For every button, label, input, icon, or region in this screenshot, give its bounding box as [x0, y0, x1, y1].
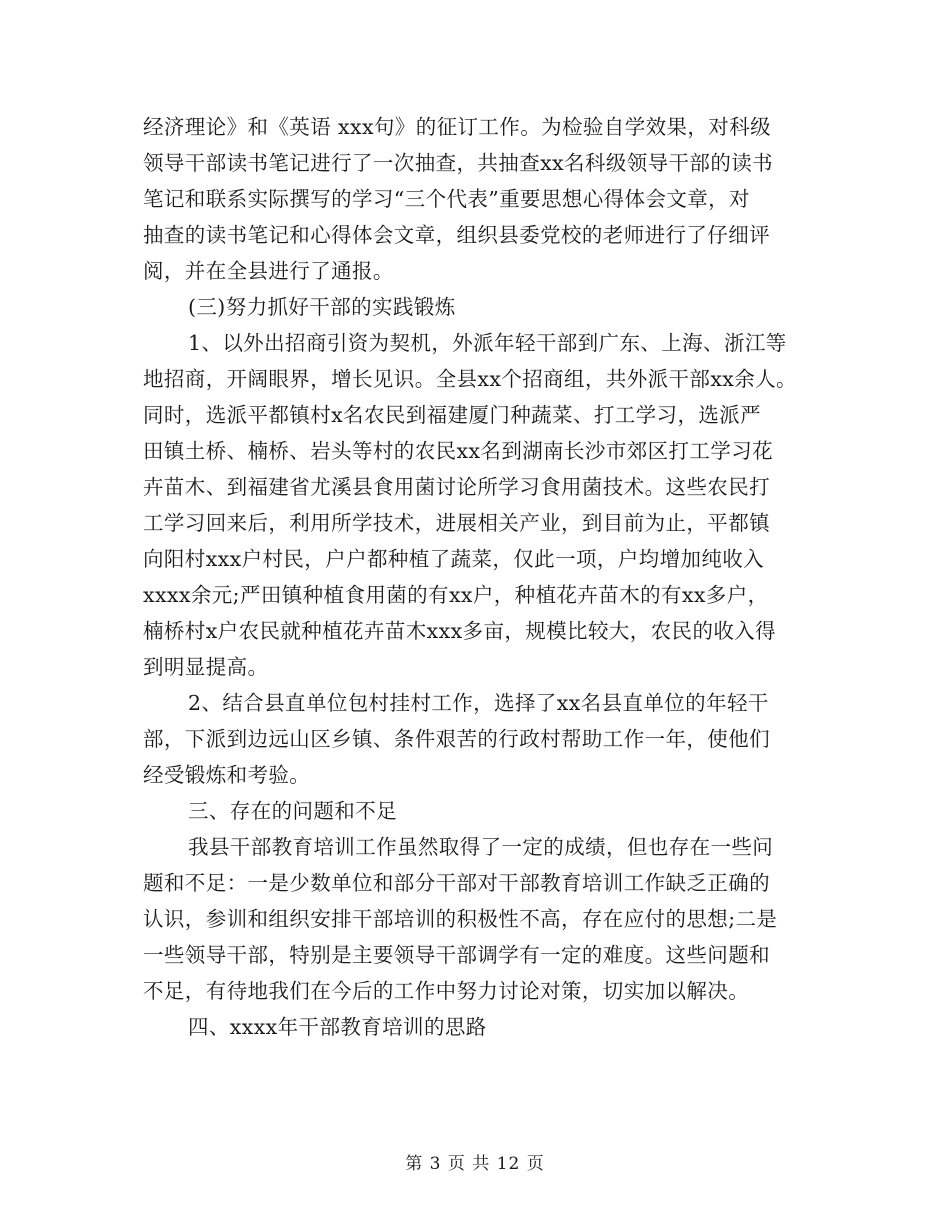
paragraph-line: 经受锻炼和考验。 — [143, 763, 311, 787]
paragraph-line: 经济理论》和《英语 xxx句》的征订工作。为检验自学效果，对科级 — [143, 115, 771, 139]
paragraph-line: 楠桥村x户农民就种植花卉苗木xxx多亩，规模比较大，农民的收入得 — [143, 619, 777, 643]
page-number-footer: 第 3 页 共 12 页 — [405, 1154, 545, 1174]
paragraph-line: 工学习回来后，利用所学技术，进展相关产业，到目前为止，平都镇 — [143, 511, 770, 535]
paragraph-line: 阅，并在全县进行了通报。 — [143, 259, 394, 283]
paragraph-line: 卉苗木、到福建省尤溪县食用菌讨论所学习食用菌技术。这些农民打 — [143, 475, 770, 499]
paragraph-line: 一些领导干部，特别是主要领导干部调学有一定的难度。这些问题和 — [143, 943, 770, 967]
paragraph-line: 到明显提高。 — [143, 655, 269, 679]
paragraph-line: 部，下派到边远山区乡镇、条件艰苦的行政村帮助工作一年，使他们 — [143, 727, 770, 751]
paragraph-line: 我县干部教育培训工作虽然取得了一定的成绩，但也存在一些问 — [188, 835, 774, 859]
paragraph-line: 向阳村xxx户村民，户户都种植了蔬菜，仅此一项，户均增加纯收入 — [143, 547, 765, 571]
paragraph-line: 题和不足：一是少数单位和部分干部对干部教育培训工作缺乏正确的 — [143, 871, 770, 895]
section-heading: (三)努力抓好干部的实践锻炼 — [188, 295, 456, 319]
paragraph-line: 同时，选派平都镇村x名农民到福建厦门种蔬菜、打工学习，选派严 — [143, 403, 762, 427]
paragraph-line: 领导干部读书笔记进行了一次抽查，共抽查xx名科级领导干部的读书 — [143, 151, 774, 175]
paragraph-line: 田镇土桥、楠桥、岩头等村的农民xx名到湖南长沙市郊区打工学习花 — [143, 439, 774, 463]
paragraph-line: 认识，参训和组织安排干部培训的积极性不高，存在应付的思想;二是 — [143, 907, 778, 931]
paragraph-line: 2、结合县直单位包村挂村工作，选择了xx名县直单位的年轻干 — [188, 691, 769, 715]
paragraph-line: 笔记和联系实际撰写的学习“三个代表”重要思想心得体会文章，对 — [143, 187, 750, 211]
paragraph-line: xxxx余元;严田镇种植食用菌的有xx户，种植花卉苗木的有xx多户， — [143, 583, 769, 607]
paragraph-line: 地招商，开阔眼界，增长见识。全县xx个招商组，共外派干部xx余人。 — [143, 367, 797, 391]
paragraph-line: 不足，有待地我们在今后的工作中努力讨论对策，切实加以解决。 — [143, 979, 750, 1003]
paragraph-line: 1、以外出招商引资为契机，外派年轻干部到广东、上海、浙江等 — [188, 331, 787, 355]
section-heading: 三、存在的问题和不足 — [188, 799, 397, 823]
paragraph-line: 抽查的读书笔记和心得体会文章，组织县委党校的老师进行了仔细评 — [143, 223, 770, 247]
section-heading: 四、xxxx年干部教育培训的思路 — [188, 1015, 487, 1039]
